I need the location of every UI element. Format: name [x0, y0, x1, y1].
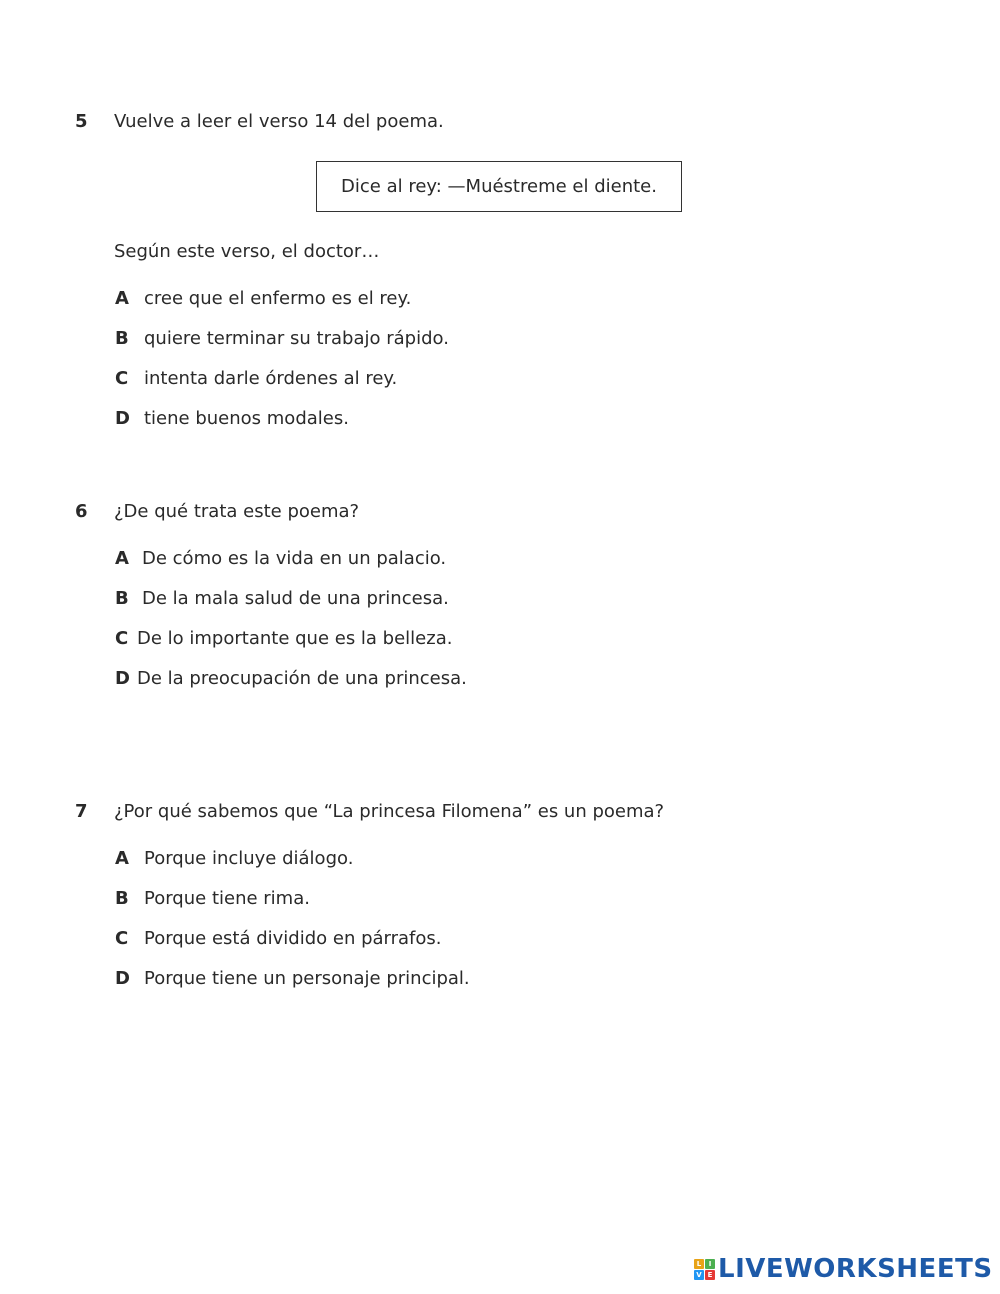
question-number: 5	[75, 111, 88, 132]
liveworksheets-logo	[694, 1254, 993, 1284]
option-text: tiene buenos modales.	[144, 408, 349, 429]
option-text: Porque tiene un personaje principal.	[144, 968, 470, 989]
option-letter: A	[115, 548, 129, 569]
option-text: cree que el enfermo es el rey.	[144, 288, 412, 309]
question-prompt: ¿De qué trata este poema?	[114, 501, 360, 522]
option-a[interactable]	[115, 288, 411, 309]
question-prompt: Vuelve a leer el verso 14 del poema.	[114, 111, 444, 132]
option-text: Porque incluye diálogo.	[144, 848, 354, 869]
option-a[interactable]	[115, 548, 446, 569]
option-letter: D	[115, 408, 130, 429]
option-d[interactable]	[115, 408, 349, 429]
option-text: quiere terminar su trabajo rápido.	[144, 328, 449, 349]
option-text: De la preocupación de una princesa.	[137, 668, 467, 689]
logo-mark-tile: I	[705, 1259, 715, 1269]
option-letter: C	[115, 368, 129, 389]
option-text: intenta darle órdenes al rey.	[144, 368, 398, 389]
option-letter: C	[115, 628, 129, 649]
option-d[interactable]	[115, 668, 467, 689]
question-prompt: ¿Por qué sabemos que “La princesa Filomena” es un poema?	[114, 801, 665, 822]
option-b[interactable]	[115, 328, 449, 349]
option-letter: C	[115, 928, 129, 949]
option-text: De lo importante que es la belleza.	[137, 628, 453, 649]
logo-mark-icon	[694, 1259, 715, 1280]
option-a[interactable]	[115, 848, 353, 869]
option-letter: A	[115, 848, 129, 869]
option-text: De cómo es la vida en un palacio.	[142, 548, 447, 569]
option-c[interactable]	[115, 368, 397, 389]
option-c[interactable]	[115, 928, 442, 949]
option-letter: D	[115, 968, 130, 989]
option-d[interactable]	[115, 968, 470, 989]
logo-text: LIVEWORKSHEETS	[718, 1254, 993, 1284]
logo-mark-tile: E	[705, 1270, 715, 1280]
logo-mark-tile: L	[694, 1259, 704, 1269]
option-text: Porque tiene rima.	[144, 888, 310, 909]
option-letter: B	[115, 328, 129, 349]
question-number: 6	[75, 501, 88, 522]
option-letter: B	[115, 588, 129, 609]
verse-quote-box: Dice al rey: —Muéstreme el diente.	[316, 161, 682, 212]
option-text: De la mala salud de una princesa.	[142, 588, 449, 609]
logo-mark-tile: V	[694, 1270, 704, 1280]
option-letter: D	[115, 668, 130, 689]
question-stem: Según este verso, el doctor…	[114, 241, 380, 262]
option-b[interactable]	[115, 588, 449, 609]
option-letter: A	[115, 288, 129, 309]
option-c[interactable]	[115, 628, 452, 649]
question-number: 7	[75, 801, 88, 822]
option-letter: B	[115, 888, 129, 909]
option-b[interactable]	[115, 888, 310, 909]
option-text: Porque está dividido en párrafos.	[144, 928, 442, 949]
